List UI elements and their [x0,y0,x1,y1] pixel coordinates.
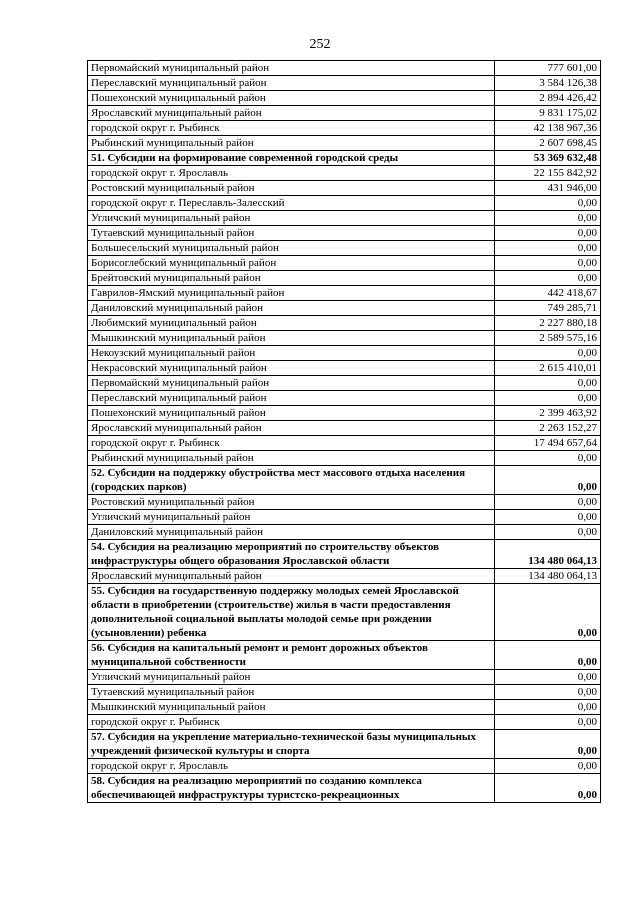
amount-value: 0,00 [495,495,601,510]
amount-value: 2 399 463,92 [495,406,601,421]
section-row [88,730,601,759]
amount-value: 749 285,71 [495,301,601,316]
table-row [88,76,601,91]
section-row [88,641,601,670]
subsidy-table [87,60,601,803]
amount-value: 2 227 880,18 [495,316,601,331]
recipient-name: Ярославский муниципальный район [88,106,495,121]
table-row [88,510,601,525]
recipient-name: городской округ г. Рыбинск [88,436,495,451]
amount-value: 0,00 [495,510,601,525]
table-row [88,436,601,451]
table-row [88,525,601,540]
recipient-name: городской округ г. Ярославль [88,166,495,181]
amount-value: 0,00 [495,715,601,730]
recipient-name: Первомайский муниципальный район [88,376,495,391]
recipient-name: Гаврилов-Ямский муниципальный район [88,286,495,301]
section-row [88,151,601,166]
section-row [88,584,601,641]
recipient-name: городской округ г. Переславль-Залесский [88,196,495,211]
amount-value: 0,00 [495,241,601,256]
recipient-name: 58. Субсидия на реализацию мероприятий по созданию комплекса обеспечивающей инфраструктуры туристско-рекреационных [88,774,495,803]
table-row [88,256,601,271]
amount-value: 0,00 [495,211,601,226]
table-row [88,700,601,715]
recipient-name: Угличский муниципальный район [88,510,495,525]
recipient-name: Некоузский муниципальный район [88,346,495,361]
amount-value: 22 155 842,92 [495,166,601,181]
table-row [88,91,601,106]
amount-value: 0,00 [495,256,601,271]
table-row [88,301,601,316]
recipient-name: Брейтовский муниципальный район [88,271,495,286]
table-row [88,670,601,685]
table-row [88,376,601,391]
table-row [88,391,601,406]
amount-value: 0,00 [495,774,601,803]
section-row [88,466,601,495]
table-row [88,685,601,700]
recipient-name: Первомайский муниципальный район [88,61,495,76]
table-row [88,286,601,301]
table-row [88,61,601,76]
table-row [88,406,601,421]
amount-value: 0,00 [495,196,601,211]
recipient-name: городской округ г. Рыбинск [88,715,495,730]
recipient-name: городской округ г. Ярославль [88,759,495,774]
amount-value: 2 589 575,16 [495,331,601,346]
amount-value: 0,00 [495,641,601,670]
recipient-name: Любимский муниципальный район [88,316,495,331]
recipient-name: Рыбинский муниципальный район [88,451,495,466]
recipient-name: Борисоглебский муниципальный район [88,256,495,271]
recipient-name: Угличский муниципальный район [88,670,495,685]
table-row [88,569,601,584]
subsidy-table-body [88,61,601,803]
table-row [88,271,601,286]
recipient-name: Тутаевский муниципальный район [88,226,495,241]
amount-value: 0,00 [495,226,601,241]
recipient-name: Пошехонский муниципальный район [88,91,495,106]
recipient-name: Угличский муниципальный район [88,211,495,226]
table-row [88,166,601,181]
recipient-name: Мышкинский муниципальный район [88,700,495,715]
table-row [88,136,601,151]
amount-value: 431 946,00 [495,181,601,196]
table-row [88,196,601,211]
amount-value: 0,00 [495,391,601,406]
recipient-name: Ростовский муниципальный район [88,181,495,196]
amount-value: 0,00 [495,271,601,286]
recipient-name: Даниловский муниципальный район [88,301,495,316]
amount-value: 134 480 064,13 [495,569,601,584]
recipient-name: 51. Субсидии на формирование современной городской среды [88,151,495,166]
recipient-name: 52. Субсидии на поддержку обустройства мест массового отдыха населения (городских парков) [88,466,495,495]
amount-value: 2 894 426,42 [495,91,601,106]
recipient-name: 57. Субсидия на укрепление материально-технической базы муниципальных учреждений физической культуры и спорта [88,730,495,759]
recipient-name: Некрасовский муниципальный район [88,361,495,376]
table-row [88,361,601,376]
amount-value: 0,00 [495,700,601,715]
amount-value: 2 615 410,01 [495,361,601,376]
table-row [88,226,601,241]
recipient-name: 56. Субсидия на капитальный ремонт и ремонт дорожных объектов муниципальной собственности [88,641,495,670]
recipient-name: Рыбинский муниципальный район [88,136,495,151]
amount-value: 0,00 [495,670,601,685]
table-row [88,106,601,121]
recipient-name: Переславский муниципальный район [88,391,495,406]
table-row [88,715,601,730]
table-row [88,331,601,346]
amount-value: 9 831 175,02 [495,106,601,121]
table-row [88,181,601,196]
amount-value: 442 418,67 [495,286,601,301]
recipient-name: Пошехонский муниципальный район [88,406,495,421]
recipient-name: 54. Субсидия на реализацию мероприятий по строительству объектов инфраструктуры общего образования Ярославской области [88,540,495,569]
amount-value: 3 584 126,38 [495,76,601,91]
recipient-name: Тутаевский муниципальный район [88,685,495,700]
recipient-name: Ярославский муниципальный район [88,421,495,436]
table-row [88,759,601,774]
table-row [88,451,601,466]
table-row [88,121,601,136]
table-row [88,211,601,226]
amount-value: 2 263 152,27 [495,421,601,436]
amount-value: 0,00 [495,466,601,495]
recipient-name: Ростовский муниципальный район [88,495,495,510]
recipient-name: Большесельский муниципальный район [88,241,495,256]
amount-value: 134 480 064,13 [495,540,601,569]
amount-value: 0,00 [495,759,601,774]
recipient-name: Переславский муниципальный район [88,76,495,91]
recipient-name: городской округ г. Рыбинск [88,121,495,136]
table-row [88,316,601,331]
table-row [88,346,601,361]
amount-value: 0,00 [495,525,601,540]
recipient-name: 55. Субсидия на государственную поддержку молодых семей Ярославской области в приобретении (строительстве) жилья в части предоставления дополнительной социальной выплаты молодой семье при рождении (усыновлении) ребенка [88,584,495,641]
table-row [88,421,601,436]
amount-value: 0,00 [495,376,601,391]
section-row [88,774,601,803]
recipient-name: Даниловский муниципальный район [88,525,495,540]
recipient-name: Ярославский муниципальный район [88,569,495,584]
table-row [88,495,601,510]
amount-value: 0,00 [495,584,601,641]
page-number: 252 [309,37,331,52]
amount-value: 17 494 657,64 [495,436,601,451]
section-row [88,540,601,569]
amount-value: 0,00 [495,346,601,361]
table-row [88,241,601,256]
amount-value: 53 369 632,48 [495,151,601,166]
amount-value: 2 607 698,45 [495,136,601,151]
amount-value: 0,00 [495,451,601,466]
recipient-name: Мышкинский муниципальный район [88,331,495,346]
amount-value: 777 601,00 [495,61,601,76]
amount-value: 0,00 [495,730,601,759]
amount-value: 42 138 967,36 [495,121,601,136]
amount-value: 0,00 [495,685,601,700]
